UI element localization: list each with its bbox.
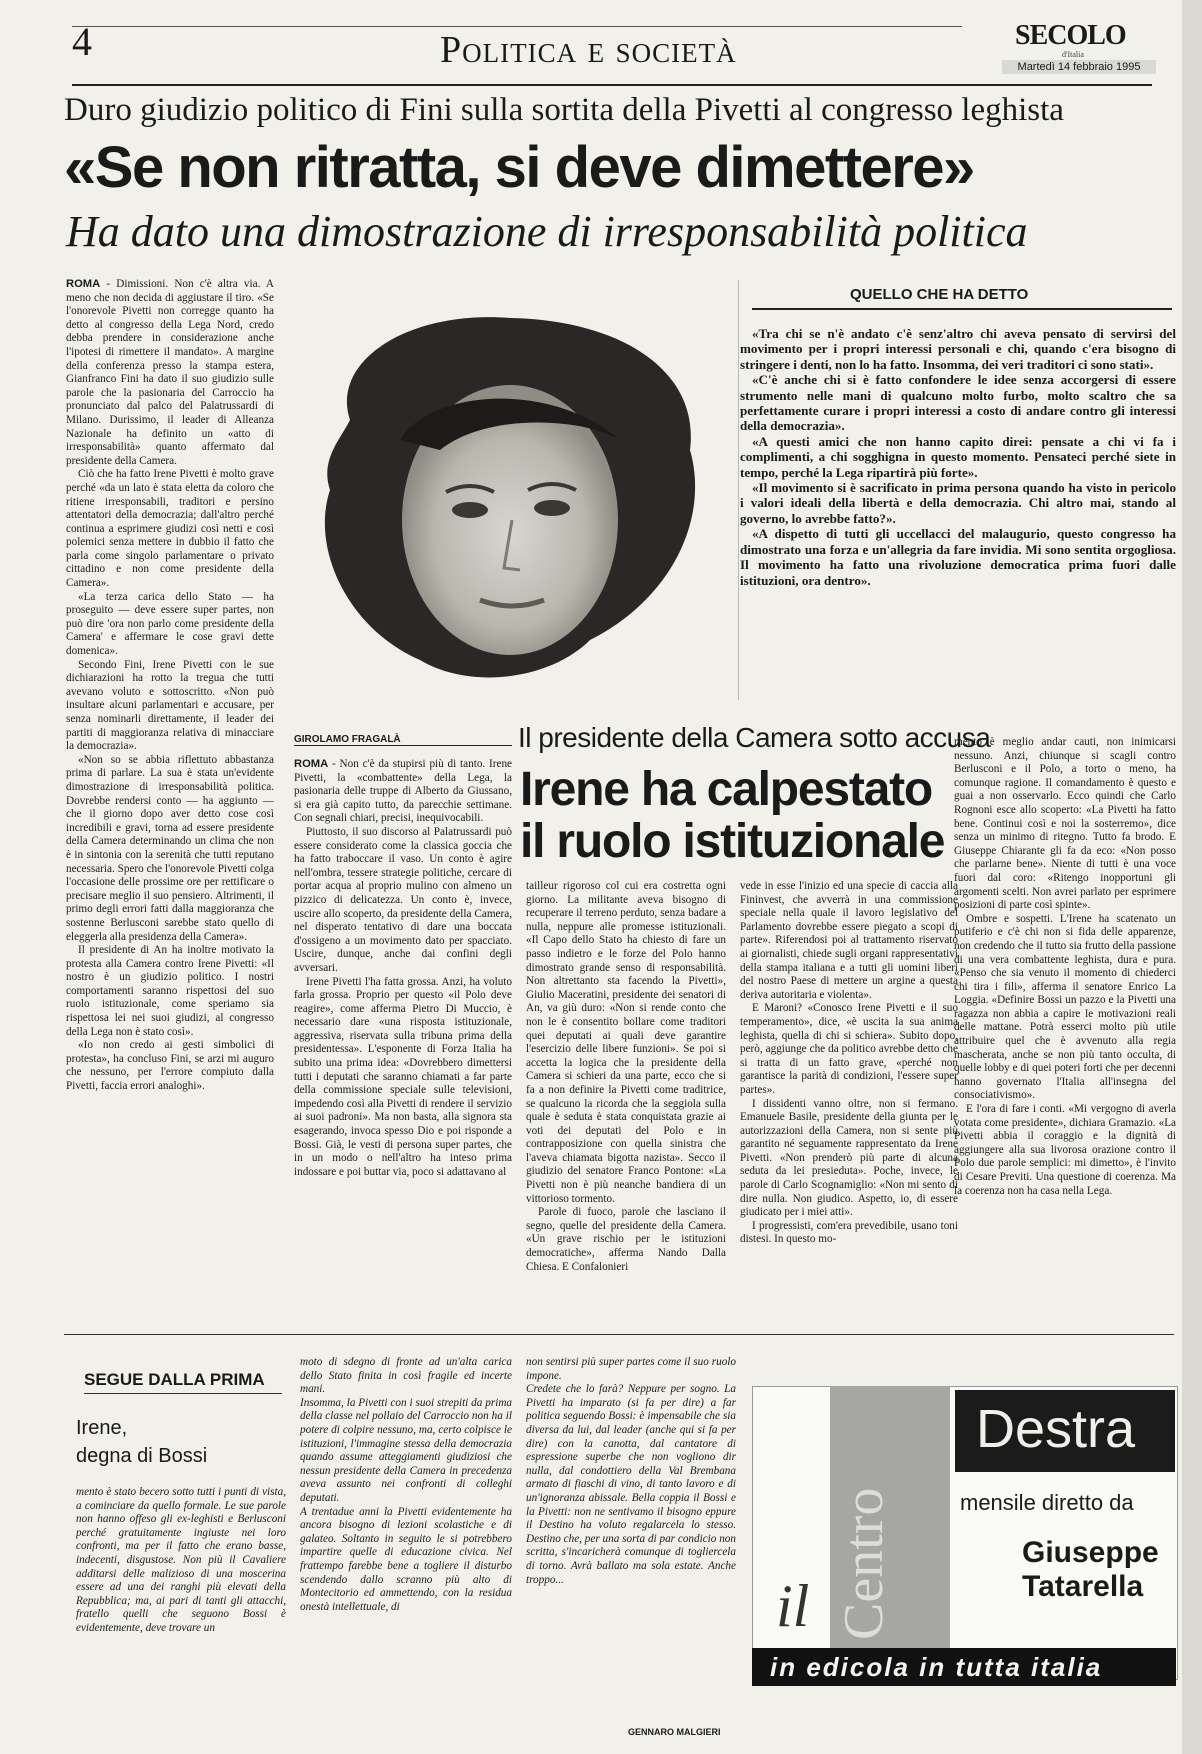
segue-rule xyxy=(84,1393,282,1394)
segue-column-3: non sentirsi più super partes come il suo ruolo impone. Credete che lo farà? Neppure per sogno. La Pivetti ha imparato (si fa per dire) a far politica seguendo Bossi: è impensabile che sia diversa da lui, dal leader (anche qui si fa per dire) con la canotta, dal cantatore di espressione superbe che non vogliono dir nulla, dal condottiero della Val Brembana armato di fiaschi di vino, di tanto lavoro e di un'ignoranza abissale. Bella coppia il Bossi e la Pivetti: non ne sentivamo il bisogno eppure il Destino ha voluto regalarcela lo stesso. Destino che, per una sorta di par condicio non scritta, s'incaricherà comunque di togliercela di torno. Avrà ballato ma sola estate. Anche troppo... xyxy=(526,1356,736,1586)
article-paragraph: «Non so se abbia riflettuto abbastanza prima di parlare. La sua è stata un'evidente dimostrazione di irresponsabilità politica. Dovrebbe rendersi conto — ha aggiunto — che il giorno dopo aver detto cose così incredibili e gravi, torna ad essere presidente della Camera determinando un clima che non è in sintonia con la serenità che tutti reputano necessaria. Spero che l'onorevole Pivetti colga l'occasione delle prossime ore per rettificare o precisare meglio il suo pensiero. Altrimenti, il primo degli errori fatti dalla maggioranza che sostenne Berlusconi sarebbe stato quello di eleggerla alla presidenza della Camera». xyxy=(66,753,274,943)
ad-script-logo: il xyxy=(776,1573,810,1639)
article-paragraph: I progressisti, com'era prevedibile, usano toni distesi. In questo mo- xyxy=(740,1219,958,1246)
article2-column-2 xyxy=(526,880,726,1320)
article-paragraph: «Io non credo ai gesti simbolici di protesta», ha concluso Fini, se arzi mi auguro che nessuno, per l'errore compiuto dalla Pivetti, faccia errori analoghi». xyxy=(66,1039,274,1093)
article-headline: «Se non ritratta, si deve dimettere» xyxy=(64,135,974,200)
article-paragraph: E Maroni? «Conosco Irene Pivetti e il suo temperamento», dice, «è uscita la sua anima leghista, quella di chi si schiera». Subito dopo, però, aggiunge che da politico avrebbe detto che si tratta di un fatto grave, «perché non garantisce la parità di condizioni, l'essere super partes». xyxy=(740,1002,958,1096)
article-paragraph: «La terza carica dello Stato — ha proseguito — deve essere super partes, non può dire 'ora non parlo come presidente della Camera' e affermare le cose gravi dette domenica». xyxy=(66,590,274,658)
article-paragraph: vede in esse l'inizio ed una specie di caccia alla Fininvest, che avverrà in una commissione speciale nella quale il lavoro legislativo del Parlamento dovrebbe essere piegato a scopi di parte». Riferendosi poi al trattamento riservato ai giornalisti, chiede sugli organi rappresentativi della stampa italiana e a tutti gli uomini liberi del nostro Paese di mettere un argine a questa deriva autoritaria e violenta». xyxy=(740,880,958,1001)
section-title: Politica e società xyxy=(440,29,737,71)
article-paragraph: E l'ora di fare i conti. «Mi vergogno di averla votata come presidente», dichiara Gramazio. «La Pivetti abbia il coraggio e la dignità di aggiungere alla sua livorosa orazione contro il Polo due parole semplici: mi dimetto», è l'invito di Cesare Previti. Una questione di coerenza. Ma la coerenza non ha casa nella Lega. xyxy=(954,1103,1176,1197)
segue-label: SEGUE DALLA PRIMA xyxy=(84,1370,265,1389)
ad-brand: Destra xyxy=(976,1399,1136,1459)
segue-title: Irene, degna di Bossi xyxy=(76,1417,208,1467)
segue-column-2: moto di sdegno di fronte ad un'alta carica dello Stato finita in così fragile ed incerte mani. Insomma, la Pivetti con i suoi strepiti da prima della classe nel pollaio del Carroccio non ha il potere di colpire nessuno, ma, certo colpisce le istituzioni, l'immagine stessa della democrazia quando assume atteggiamenti giudiziosi che nessun presidente della Camera in precedenza aveva assunto nei confronti di colleghi deputati. A trentadue anni la Pivetti evidentemente ha ancora bisogno di lezioni scolastiche e di galateo. Soltanto in seguito le si potrebbero impartire quelle di educazione civica. Nel frattempo farebbe bene a togliere il disturbo scendendo dallo scranno più alto di Montecitorio ed ammettendo, con la residua onestà intellettuale, di xyxy=(300,1356,512,1613)
newspaper-logo: SECOLO xyxy=(1015,20,1126,51)
top-rule xyxy=(72,26,962,27)
article2-title: Irene ha calpestato il ruolo istituzionale xyxy=(520,763,945,868)
quote-box-text xyxy=(740,326,1176,698)
article-paragraph: Secondo Fini, Irene Pivetti con le sue dichiarazioni ha rotto la tregua che tutti avevano voluto e sottoscritto. «Non può insultare alcuni parlamentari e accusare, per senza nominarli direttamente, il leader dei partiti di maggioranza relativa di minacciare la democrazia». xyxy=(66,658,274,753)
article2-byline: GIROLAMO FRAGALÀ xyxy=(294,734,401,745)
ad-bottom-text: in edicola in tutta italia xyxy=(770,1652,1103,1682)
article-paragraph: mento è meglio andar cauti, non inimicarsi nessuno. Anzi, chiunque si scagli contro Berlusconi e il Polo, a torto o meno, ha comunque ragione. Il comandamento è questo e guai a non osservarlo. Ecco quindi che Carlo Rognoni esce allo scoperto: «La Pivetti ha fatto bene. Continui così e noi la sosterremo», dice senza un minimo di ritegno. Tutto fa brodo. E Giuseppe Chiarante gli fa da eco: «Non posso che parlarne bene». Niente di tutti è una voce fuori dal coro: «Ritengo inopportuni gli argomenti scelti. Non avrei parlato per esprimere posizioni di parte così spinte». xyxy=(954,736,1176,912)
quote-paragraph: «A questi amici che non hanno capito direi: pensate a chi vi fa i complimenti, a chi sogghigna in questo momento. Pensateci perché siete in tempo, perché la Lega ripartirà più forte». xyxy=(740,433,1176,480)
quote-paragraph: «Il movimento si è sacrificato in prima persona quando ha visto in pericolo i valori ideali della libertà e della democrazia. Chi altro mai, stando al governo, lo avrebbe fatto?». xyxy=(740,480,1176,526)
issue-date: Martedì 14 febbraio 1995 xyxy=(1002,60,1156,74)
article-paragraph: Parole di fuoco, parole che lasciano il segno, quelle del presidente della Camera. «Un grave rischio per le istituzioni democratiche», afferma Nando Dalla Chiesa. E Confalonieri xyxy=(526,1206,726,1273)
article-paragraph: Ciò che ha fatto Irene Pivetti è molto grave perché «da un lato è stata eletta da coloro che ritiene irresponsabili, traditori e persino attentatori della democrazia; dall'altro perché continua a esprimere giudizi così netti e così polemici senza mettere in dubbio il fatto che parla come singolo parlamentare o privato cittadino e non come presidente della Camera». xyxy=(66,468,274,590)
masthead-rule xyxy=(72,84,1152,86)
article-paragraph: ROMA - Non c'è da stupirsi più di tanto. Irene Pivetti, la «combattente» della Lega, la pasionaria delle truppe di Alberto da Giussano, si era già capito tutto, da parecchie settimane. Con segnali chiari, precisi, inequivocabili. xyxy=(294,758,512,825)
article2-column-3 xyxy=(740,880,958,1320)
article2-kicker: Il presidente della Camera sotto accusa xyxy=(518,722,991,753)
newspaper-logo-sub: d'Italia xyxy=(1062,50,1084,59)
quote-paragraph: «A dispetto di tutti gli uccellacci del malaugurio, questo congresso ha dimostrato una forza e un'allegria da fare invidia. Mi sono sentita orgogliosa. Il movimento ha fatto una rivoluzione democratica prima fuori dalle istituzioni, ora dentro». xyxy=(740,526,1176,588)
article2-column-1 xyxy=(294,758,512,1318)
ad-director-last: Tatarella xyxy=(1022,1570,1144,1603)
dateline: ROMA xyxy=(294,758,329,770)
article-paragraph: Piuttosto, il suo discorso al Palatrussardi può essere considerato come la classica goccia che ha fatto traboccare il vaso. Un conto è agire nell'ombra, tessere strategie politiche, cercare di portar acqua al proprio mulino con almeno un pizzico di delicatezza. Un conto è, invece, uscire allo scoperto, da presidente della Camera, nel disperato tentativo di dare una boccata d'ossigeno a un movimento dato per spacciato. Uscire, dunque, anche dai confini degli avversari. xyxy=(294,825,512,974)
article-paragraph: Ombre e sospetti. L'Irene ha scatenato un putiferio e c'è chi non si fida delle apparenze, non credendo che il tutto sia frutto della passione di una vera combattente leghista, dura e pura. «Penso che sia venuto il momento di chiederci chi tira i fili», afferma il senatore Enrico La Loggia. «Definire Bossi un pazzo e la Pivetti una ragazza non abbia a capire le motivazioni reali delle mattane. Potrà esserci molto più utile attribuire quel che è avvenuto alla regia mascherata, anche se non più tanto occulta, di quelle lobby e di quei poteri forti che per decenni hanno governato l'Italia all'insegna del consociativismo». xyxy=(954,912,1176,1102)
quote-paragraph: «Tra chi se n'è andato c'è senz'altro chi aveva pensato di servirsi del movimento per i propri interessi personali e chi, quando c'era bisogno di stringere i denti, non lo ha fatto. Insomma, dei veri traditori ci sono stati». xyxy=(740,326,1176,372)
page-edge xyxy=(1182,0,1202,1754)
article-body-column xyxy=(66,278,274,1318)
segue-column-1: mento è stato becero sotto tutti i punti di vista, a cominciare da quello formale. Le sue parole non hanno offeso gli ex-leghisti e Berlusconi perché gratuitamente ingiuste nei loro confronti, ma per il fatto che erano basse, indecenti, disgustose. Non più il Cavaliere additarsi delle malizioso di una moscerina essere ad una dei ranghi più elevati della Repubblica; ma, ai pari di tanti gli attacchi, fratello quelli che seguono Bossi è evidentemente, deve trovare un xyxy=(76,1486,286,1634)
quote-box-rule xyxy=(752,308,1172,310)
article-paragraph: ROMA - Dimissioni. Non c'è altra via. A meno che non decida di aggiustare il tiro. «Se l'onorevole Pivetti non corregge quanto ha detto al congresso della Lega Nord, credo debba prendere in considerazione anche l'ipotesi di rimettere il mandato». A margine della conferenza presso la stampa estera, Gianfranco Fini ha dato il suo giudizio sulle parole che la pasionaria del Carroccio ha pronunciato dal palco del Palatrussardi di Milano. Durissimo, il leader di Alleanza Nazionale ha definito un «atto di irresponsabilità» quanto affermato dal presidente della Camera. xyxy=(66,278,274,467)
article-subhead: Ha dato una dimostrazione di irresponsabilità politica xyxy=(66,207,1028,256)
ad-tagline: mensile diretto da xyxy=(960,1490,1134,1515)
article-paragraph: Il presidente di An ha inoltre motivato la protesta alla Camera contro Irene Pivetti: «Il nostro è un giudizio politico. I nostri comportamenti saranno rispettosi del suo ruolo istituzionale, come speriamo sia rispettosa lei nei suoi giudizi, al congresso della Lega non è stato così». xyxy=(66,944,274,1038)
article-kicker: Duro giudizio politico di Fini sulla sortita della Pivetti al congresso leghista xyxy=(64,92,1064,128)
article2-column-4 xyxy=(954,736,1176,1320)
article-paragraph: I dissidenti vanno oltre, non si fermano. Emanuele Basile, presidente della giunta per le autorizzazioni della Camera, non si sente più garantito né seguamente rappresentato da Irene Pivetti. «Non prenderò più parte di alcuna seduta da lei presieduta». Poche, invece, le parole di Carlo Scognamiglio: «Non mi sento di dire nulla. Non giudico. Aspetto, io, di essere giudicato per i miei atti». xyxy=(740,1097,958,1219)
portrait-photo xyxy=(290,300,728,698)
ad-director-first: Giuseppe xyxy=(1022,1536,1159,1569)
quote-box-title: QUELLO CHE HA DETTO xyxy=(850,286,1029,303)
page-number: 4 xyxy=(72,19,92,64)
article-paragraph: tailleur rigoroso col cui era costretta ogni giorno. La militante aveva bisogno di recuperare il terreno perduto, senza badare a nulla, neppure alle promesse istituzionali. «Il Capo dello Stato ha chiesto di fare un passo indietro e le forze del Polo hanno dimostrato grande senso di responsabilità. Non altrettanto sta facendo la Pivetti», Giulio Maceratini, presidente dei senatori di An, va giù duro: «Non si rende conto che non le è consentito bollare come traditori quei deputati ai quali deve garantire l'esercizio delle libere funzioni». Se poi si accetta la logica che la presidente della Camera si schieri da una parte, ecco che si fa a non definire la Pivetti come traditrice, se qualcuno la ricorda che la seggiola sulla quale è seduta è stata conquistata grazie ai voti dei deputati del Polo e in contrapposizione con quella sinistra che l'aveva chiamata bigotta nazista». Secco il giudizio del senatore Franco Pontone: «La Pivetti non è più neanche bandiera di un vittorioso tormento. xyxy=(526,880,726,1205)
segue-byline: GENNARO MALGIERI xyxy=(628,1727,721,1737)
ad-centro-word: Centro xyxy=(833,1487,895,1640)
article-paragraph: Irene Pivetti l'ha fatta grossa. Anzi, ha voluto farla grossa. Proprio per questo «il Polo deve reagire», come afferma Pietro Di Muccio, è necessario dare «una risposta istituzionale, aggressiva, riservata sulla tribuna prima della presidentessa». L'esponente di Forza Italia ha subito una prima idea: «Dovrebbero dimettersi tutti i deputati che saranno chiamati a far parte della commissione speciale sulle televisioni, impedendo così alla Pivetti di rendere il servizio ai suoi padroni». Ma non basta, alla signora sta esagerando, invoca spesso Dio e poi risponde a Bossi. Già, le vesti di persona super partes, che in un modo o nell'altro ha inteso prima indossare e poi buttar via, poco si adattavano al xyxy=(294,975,512,1178)
quote-paragraph: «C'è anche chi si è fatto confondere le idee senza accorgersi di essere strumento nelle mani di qualcuno molto furbo, molto scaltro che sa perfettamente curare i propri interessi a costo di andare contro gli interessi della democrazia». xyxy=(740,372,1176,434)
section-rule xyxy=(64,1334,1174,1335)
byline-rule xyxy=(294,745,512,746)
dateline: ROMA xyxy=(66,278,101,290)
